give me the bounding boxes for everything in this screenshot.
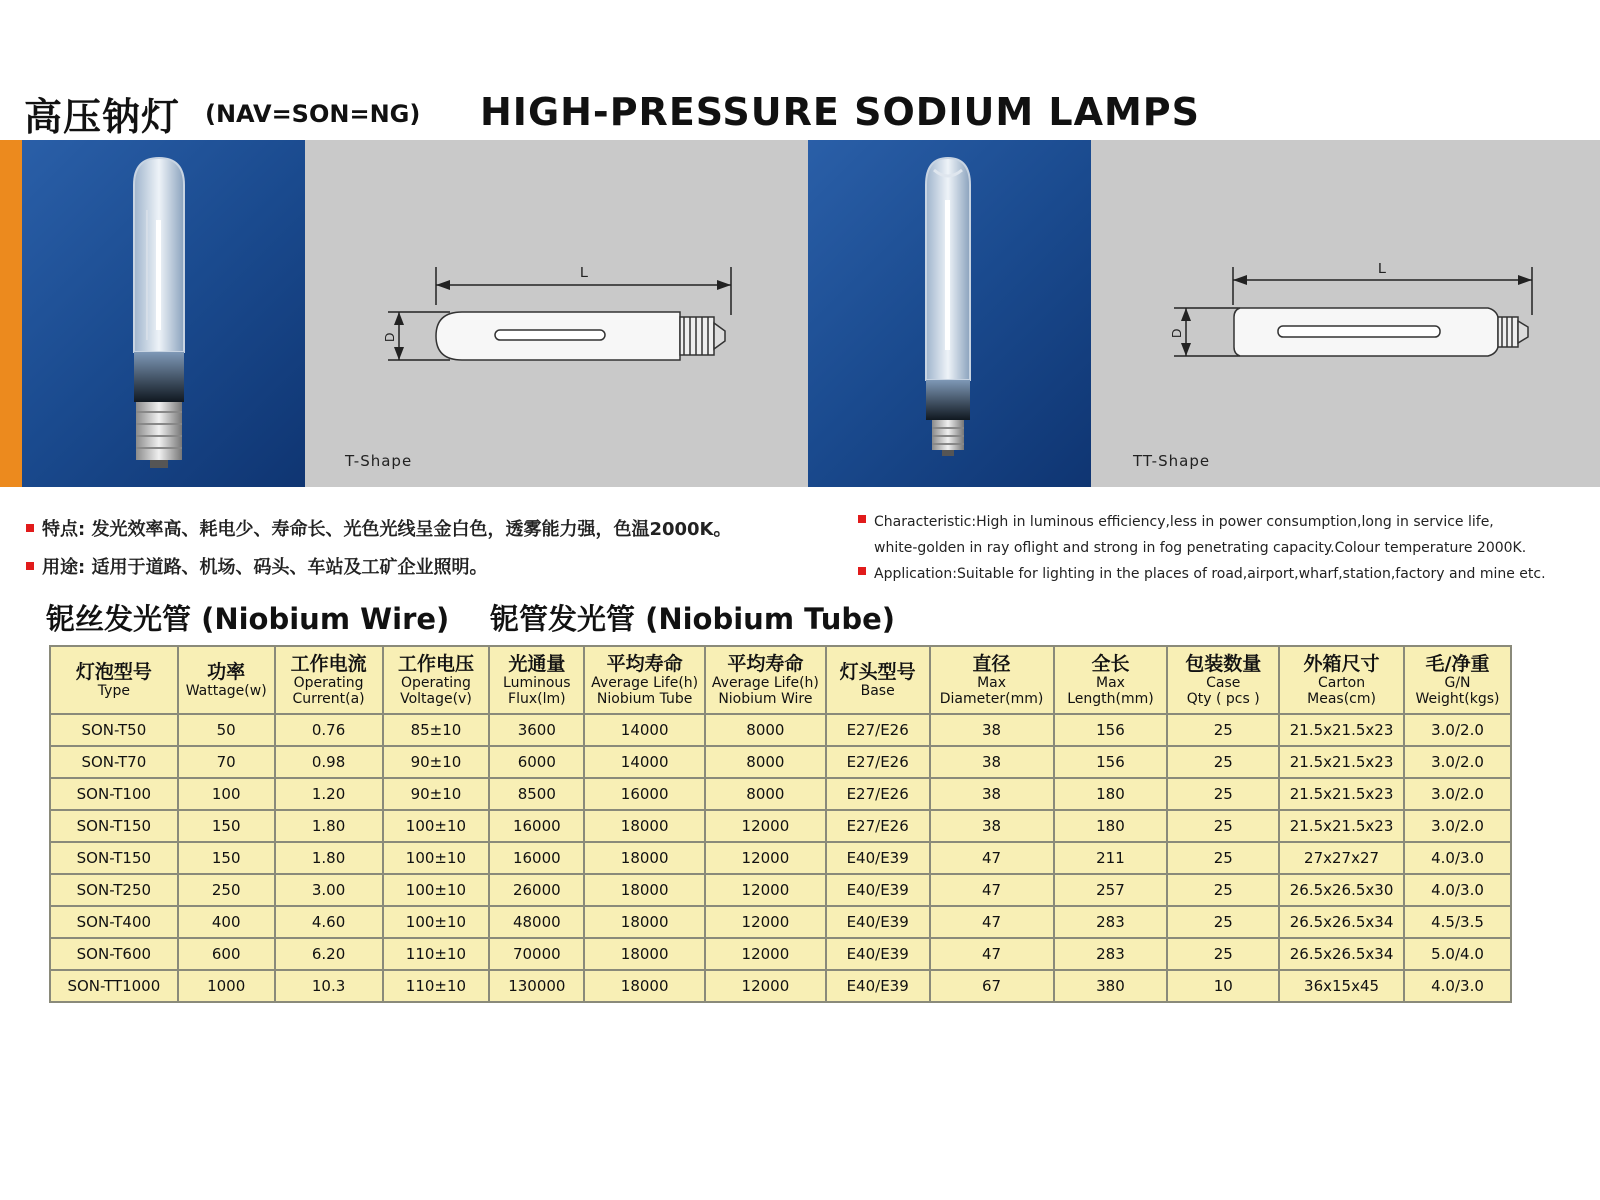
- table-cell: 100: [178, 778, 275, 810]
- table-cell: 16000: [489, 842, 584, 874]
- title-abbreviation: (NAV=SON=NG): [205, 100, 421, 128]
- table-cell: 100±10: [383, 842, 490, 874]
- table-cell: 21.5x21.5x23: [1279, 714, 1404, 746]
- table-cell: 85±10: [383, 714, 490, 746]
- table-cell: 90±10: [383, 746, 490, 778]
- title-english: HIGH-PRESSURE SODIUM LAMPS: [480, 90, 1201, 134]
- table-cell: E40/E39: [826, 874, 930, 906]
- table-cell: E40/E39: [826, 970, 930, 1002]
- specification-table: [49, 645, 1512, 1003]
- column-header: [1279, 646, 1404, 714]
- table-cell: E27/E26: [826, 746, 930, 778]
- table-row: [50, 714, 1511, 746]
- column-header-en: G/N: [1444, 674, 1471, 691]
- table-cell: SON-T150: [50, 810, 178, 842]
- bullet-square-icon: [26, 524, 34, 532]
- table-cell: 38: [930, 810, 1054, 842]
- table-cell: 12000: [705, 810, 826, 842]
- table-cell: 110±10: [383, 938, 490, 970]
- table-cell: 18000: [584, 842, 705, 874]
- bullet-square-icon: [858, 567, 866, 575]
- table-cell: 25: [1167, 746, 1279, 778]
- characteristic-en: [858, 514, 1494, 530]
- tt-length-label: L: [1378, 260, 1387, 277]
- table-cell: 38: [930, 778, 1054, 810]
- table-cell: 16000: [584, 778, 705, 810]
- column-header-cn: 工作电流: [290, 652, 367, 675]
- table-cell: E27/E26: [826, 778, 930, 810]
- table-cell: 10.3: [275, 970, 383, 1002]
- column-header-en: Average Life(h): [711, 674, 819, 691]
- table-cell: 21.5x21.5x23: [1279, 746, 1404, 778]
- column-header: [930, 646, 1054, 714]
- table-cell: 130000: [489, 970, 584, 1002]
- table-cell: 25: [1167, 778, 1279, 810]
- table-cell: SON-T400: [50, 906, 178, 938]
- table-cell: 50: [178, 714, 275, 746]
- table-cell: 4.0/3.0: [1404, 842, 1511, 874]
- table-cell: 18000: [584, 970, 705, 1002]
- table-cell: E40/E39: [826, 842, 930, 874]
- table-cell: 3.0/2.0: [1404, 778, 1511, 810]
- table-cell: 47: [930, 906, 1054, 938]
- table-cell: 36x15x45: [1279, 970, 1404, 1002]
- table-cell: 38: [930, 714, 1054, 746]
- column-header-en: Niobium Tube: [596, 690, 693, 707]
- table-cell: E40/E39: [826, 938, 930, 970]
- table-row: [50, 842, 1511, 874]
- column-header: [489, 646, 584, 714]
- tt-lamp-photo: [808, 140, 1091, 487]
- column-header-en: Current(a): [292, 690, 365, 707]
- table-cell: 21.5x21.5x23: [1279, 810, 1404, 842]
- table-cell: 47: [930, 842, 1054, 874]
- column-header-cn: 平均寿命: [727, 652, 804, 675]
- application-cn-text: 用途: 适用于道路、机场、码头、车站及工矿企业照明。: [42, 557, 488, 578]
- table-cell: 156: [1054, 746, 1168, 778]
- column-header-en: Carton: [1318, 674, 1366, 691]
- table-cell: SON-TT1000: [50, 970, 178, 1002]
- table-cell: 18000: [584, 938, 705, 970]
- table-cell: 1.20: [275, 778, 383, 810]
- table-cell: 12000: [705, 842, 826, 874]
- table-row: [50, 938, 1511, 970]
- t-shape-diagram: [380, 255, 740, 375]
- table-row: [50, 970, 1511, 1002]
- table-cell: 3.00: [275, 874, 383, 906]
- column-header-en: Base: [860, 682, 895, 699]
- table-cell: 25: [1167, 938, 1279, 970]
- column-header-cn: 毛/净重: [1425, 652, 1490, 675]
- column-header: [50, 646, 178, 714]
- column-header: [584, 646, 705, 714]
- characteristic-cn-text: 特点: 发光效率高、耗电少、寿命长、光色光线呈金白色，透雾能力强，色温2000K。: [42, 519, 732, 540]
- column-header: [1054, 646, 1168, 714]
- table-header-row: [50, 646, 1511, 714]
- table-cell: 12000: [705, 906, 826, 938]
- table-cell: 90±10: [383, 778, 490, 810]
- table-cell: 16000: [489, 810, 584, 842]
- table-cell: 156: [1054, 714, 1168, 746]
- table-cell: 27x27x27: [1279, 842, 1404, 874]
- table-cell: 48000: [489, 906, 584, 938]
- table-cell: 18000: [584, 906, 705, 938]
- table-cell: 25: [1167, 714, 1279, 746]
- table-cell: 8000: [705, 746, 826, 778]
- table-cell: 8500: [489, 778, 584, 810]
- table-cell: 150: [178, 842, 275, 874]
- table-cell: 25: [1167, 874, 1279, 906]
- table-cell: E27/E26: [826, 810, 930, 842]
- column-header-en: Niobium Wire: [718, 690, 813, 707]
- column-header-en: Max: [977, 674, 1007, 691]
- table-cell: 180: [1054, 810, 1168, 842]
- column-header-en: Voltage(v): [400, 690, 472, 707]
- tt-lamp-image: [808, 140, 1091, 487]
- table-cell: 47: [930, 874, 1054, 906]
- table-cell: 5.0/4.0: [1404, 938, 1511, 970]
- table-cell: 150: [178, 810, 275, 842]
- table-cell: SON-T70: [50, 746, 178, 778]
- table-cell: SON-T100: [50, 778, 178, 810]
- title-chinese: 高压钠灯: [24, 95, 181, 139]
- t-diameter-label: D: [382, 332, 397, 342]
- t-shape-label: T-Shape: [345, 452, 413, 470]
- bullet-square-icon: [26, 562, 34, 570]
- column-header: [826, 646, 930, 714]
- column-header-en: Operating: [293, 674, 364, 691]
- table-cell: 12000: [705, 970, 826, 1002]
- table-cell: 100±10: [383, 906, 490, 938]
- table-cell: 14000: [584, 714, 705, 746]
- column-header-en: Qty ( pcs ): [1186, 690, 1260, 707]
- table-cell: 6000: [489, 746, 584, 778]
- table-cell: 8000: [705, 714, 826, 746]
- table-row: [50, 906, 1511, 938]
- column-header-en: Wattage(w): [185, 682, 267, 699]
- table-cell: 3.0/2.0: [1404, 810, 1511, 842]
- table-cell: 283: [1054, 906, 1168, 938]
- table-cell: 400: [178, 906, 275, 938]
- column-header-en: Flux(lm): [508, 690, 566, 707]
- table-cell: 25: [1167, 810, 1279, 842]
- table-cell: 26.5x26.5x34: [1279, 938, 1404, 970]
- table-cell: 110±10: [383, 970, 490, 1002]
- application-en-text: Application:Suitable for lighting in the places of road,airport,wharf,station,factory and mine etc.: [874, 566, 1546, 582]
- column-header-cn: 外箱尺寸: [1303, 652, 1380, 675]
- bullet-square-icon: [858, 515, 866, 523]
- table-cell: 4.5/3.5: [1404, 906, 1511, 938]
- column-header: [705, 646, 826, 714]
- column-header-en: Meas(cm): [1307, 690, 1376, 707]
- column-header: [1167, 646, 1279, 714]
- table-cell: SON-T50: [50, 714, 178, 746]
- table-cell: 3600: [489, 714, 584, 746]
- column-header-cn: 灯头型号: [839, 660, 916, 683]
- table-cell: 100±10: [383, 810, 490, 842]
- table-cell: 3.0/2.0: [1404, 714, 1511, 746]
- column-header: [275, 646, 383, 714]
- table-cell: 21.5x21.5x23: [1279, 778, 1404, 810]
- column-header-cn: 光通量: [508, 652, 566, 675]
- column-header-en: Weight(kgs): [1415, 690, 1500, 707]
- table-cell: 25: [1167, 906, 1279, 938]
- tt-shape-label: TT-Shape: [1133, 452, 1211, 470]
- column-header: [1404, 646, 1511, 714]
- table-row: [50, 874, 1511, 906]
- table-cell: 70: [178, 746, 275, 778]
- t-lamp-photo: [22, 140, 305, 487]
- table-cell: SON-T250: [50, 874, 178, 906]
- table-cell: 18000: [584, 874, 705, 906]
- t-length-label: L: [580, 264, 589, 281]
- column-header-en: Type: [97, 682, 130, 699]
- table-cell: 10: [1167, 970, 1279, 1002]
- column-header: [178, 646, 275, 714]
- table-cell: 12000: [705, 938, 826, 970]
- table-cell: E40/E39: [826, 906, 930, 938]
- table-cell: 18000: [584, 810, 705, 842]
- table-cell: SON-T600: [50, 938, 178, 970]
- table-cell: SON-T150: [50, 842, 178, 874]
- table-row: [50, 778, 1511, 810]
- table-cell: 4.0/3.0: [1404, 970, 1511, 1002]
- table-cell: 14000: [584, 746, 705, 778]
- column-header-en: Length(mm): [1067, 690, 1154, 707]
- table-cell: 4.0/3.0: [1404, 874, 1511, 906]
- subheading-niobium-wire: 铌丝发光管 (Niobium Wire): [46, 602, 450, 636]
- table-cell: 250: [178, 874, 275, 906]
- table-row: [50, 810, 1511, 842]
- table-cell: 3.0/2.0: [1404, 746, 1511, 778]
- column-header-en: Case: [1206, 674, 1241, 691]
- table-cell: 26.5x26.5x34: [1279, 906, 1404, 938]
- table-cell: 70000: [489, 938, 584, 970]
- table-cell: 1.80: [275, 842, 383, 874]
- application-cn: [26, 553, 487, 579]
- characteristic-en-text: Characteristic:High in luminous efficiency,less in power consumption,long in service life,: [874, 514, 1494, 530]
- table-cell: 25: [1167, 842, 1279, 874]
- table-cell: 257: [1054, 874, 1168, 906]
- table-row: [50, 746, 1511, 778]
- column-header-en: Diameter(mm): [939, 690, 1044, 707]
- table-cell: 4.60: [275, 906, 383, 938]
- column-header: [383, 646, 490, 714]
- table-cell: 600: [178, 938, 275, 970]
- table-cell: 180: [1054, 778, 1168, 810]
- table-cell: 47: [930, 938, 1054, 970]
- table-cell: 26.5x26.5x30: [1279, 874, 1404, 906]
- column-header-cn: 工作电压: [397, 652, 474, 675]
- table-cell: 1000: [178, 970, 275, 1002]
- table-cell: 12000: [705, 874, 826, 906]
- table-cell: 0.76: [275, 714, 383, 746]
- table-cell: 380: [1054, 970, 1168, 1002]
- column-header-cn: 直径: [972, 652, 1011, 675]
- table-cell: E27/E26: [826, 714, 930, 746]
- orange-accent-bar: [0, 140, 22, 487]
- table-cell: 38: [930, 746, 1054, 778]
- application-en: [858, 566, 1546, 582]
- column-header-cn: 全长: [1091, 652, 1130, 675]
- table-cell: 0.98: [275, 746, 383, 778]
- table-cell: 6.20: [275, 938, 383, 970]
- column-header-cn: 功率: [207, 660, 246, 683]
- subheading-niobium-tube: 铌管发光管 (Niobium Tube): [490, 602, 896, 636]
- table-cell: 8000: [705, 778, 826, 810]
- column-header-cn: 灯泡型号: [75, 660, 152, 683]
- tt-diameter-label: D: [1169, 328, 1184, 338]
- column-header-en: Average Life(h): [591, 674, 699, 691]
- table-cell: 211: [1054, 842, 1168, 874]
- column-header-cn: 包装数量: [1185, 652, 1262, 675]
- table-cell: 1.80: [275, 810, 383, 842]
- column-header-en: Max: [1095, 674, 1125, 691]
- characteristic-en-continued: white-golden in ray oflight and strong in fog penetrating capacity.Colour temperature 2000K.: [874, 540, 1527, 556]
- t-lamp-image: [22, 140, 305, 487]
- column-header-en: Operating: [400, 674, 471, 691]
- characteristic-cn: [26, 515, 732, 541]
- table-cell: 26000: [489, 874, 584, 906]
- column-header-en: Luminous: [503, 674, 571, 691]
- tt-shape-diagram: [1168, 255, 1538, 375]
- table-cell: 67: [930, 970, 1054, 1002]
- table-cell: 100±10: [383, 874, 490, 906]
- table-cell: 283: [1054, 938, 1168, 970]
- column-header-cn: 平均寿命: [606, 652, 683, 675]
